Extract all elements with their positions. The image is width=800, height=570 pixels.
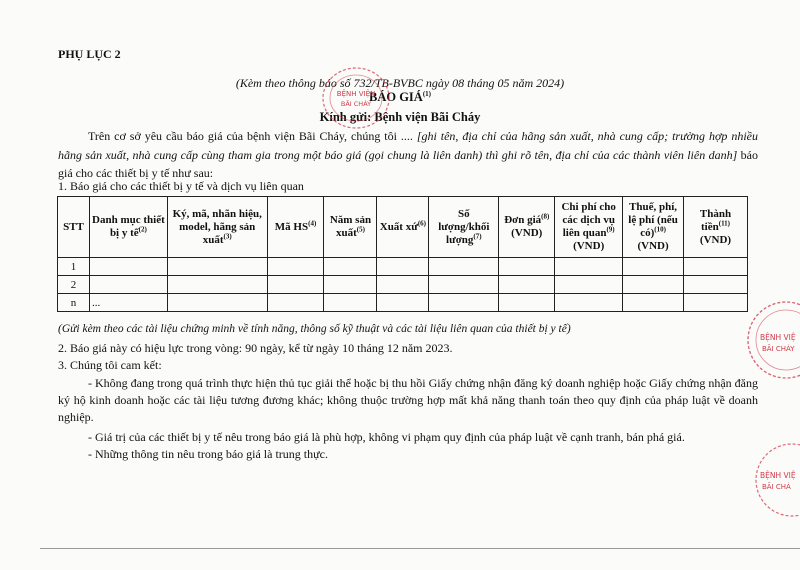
commitment-item: - Những thông tin nêu trong báo giá là trung thực.	[88, 447, 328, 461]
attachment-instruction: (Gửi kèm theo các tài liệu chứng minh về tính năng, thông số kỹ thuật và các tài liệu liên quan của thiết bị y tế)	[58, 323, 571, 335]
commitment-item: - Không đang trong quá trình thực hiện thủ tục giải thể hoặc bị thu hồi Giấy chứng nhận đăng ký doanh nghiệp hoặc Giấy chứng nhận đăng ký hộ kinh doanh hoặc các tài liệu tương đương khác; không thuộc trường hợp mất khả năng thanh toán theo quy định của pháp luật về doanh nghiệp.	[58, 376, 758, 424]
col-header-stt: STT	[58, 197, 90, 258]
intro-tail: báo giá cho các thiết bị y tế như sau:	[58, 147, 759, 180]
title-text: BÁO GIÁ	[369, 90, 423, 104]
table-row	[58, 258, 748, 276]
col-header-item: Danh mục thiết bị y tế$^{(2)}$	[89, 197, 167, 258]
cell-item	[89, 276, 167, 294]
intro-paragraph	[58, 127, 758, 183]
commitment-title: 3. Chúng tôi cam kết:	[58, 358, 162, 372]
table-row	[58, 294, 748, 312]
col-header-tax: Thuế, phí, lệ phí (nếu có)$^{(10)}$ (VND)	[623, 197, 684, 258]
cell-stt: 1	[58, 258, 90, 276]
table-header-row	[58, 197, 748, 258]
quotation-table	[57, 196, 748, 312]
margin-stamp	[738, 296, 800, 386]
col-header-year: Năm sản xuất$^{(5)}$	[324, 197, 377, 258]
cell-item	[89, 258, 167, 276]
col-header-service-cost: Chi phí cho các dịch vụ liên quan$^{(9)}$ (VND)	[555, 197, 623, 258]
commitment-item: - Giá trị của các thiết bị y tế nêu trong báo giá là phù hợp, không vi phạm quy định của pháp luật về cạnh tranh, bán phá giá.	[88, 430, 685, 444]
margin-stamp-bottom	[742, 438, 800, 518]
col-header-total: Thành tiền$^{(11)}$ (VND)	[684, 197, 748, 258]
stamp-line-2: BÃI CHÁY	[340, 100, 372, 108]
intro-italic: [ghi tên, địa chỉ của hãng sản xuất, nhà cung cấp; trường hợp nhiều hãng sản xuất, nhà cung cấp cùng tham gia trong một báo giá (gọi chung là liên danh) thì ghi rõ tên, địa chỉ của các thành viên liên danh]	[58, 129, 758, 162]
validity-line: 2. Báo giá này có hiệu lực trong vòng: 90 ngày, kể từ ngày 10 tháng 12 năm 2023.	[58, 341, 453, 355]
hospital-stamp	[300, 62, 410, 132]
bottom-divider	[40, 548, 800, 549]
title-footnote: (1)	[422, 89, 431, 98]
cell-stt: 2	[58, 276, 90, 294]
stamp-line-1: BỆNH VIỆ	[760, 471, 796, 480]
col-header-unit-price: Đơn giá$^{(8)}$ (VND)	[499, 197, 555, 258]
stamp-line-2: BÃI CHÁ	[762, 483, 791, 491]
table-row	[58, 276, 748, 294]
col-header-model: Ký, mã, nhãn hiệu, model, hãng sản xuất$^{(3)}$	[167, 197, 267, 258]
appendix-label: PHỤ LỤC 2	[58, 47, 121, 61]
stamp-line-2: BÃI CHÁY	[762, 345, 795, 353]
stamp-line-1: BỆNH VIỆ	[760, 333, 796, 342]
section1-title: 1. Báo giá cho các thiết bị y tế và dịch vụ liên quan	[58, 179, 304, 193]
cell-item: ...	[89, 294, 167, 312]
recipient-line: Kính gửi: Bệnh viện Bãi Cháy	[319, 110, 481, 124]
intro-lead: Trên cơ sở yêu cầu báo giá của bệnh viện Bãi Cháy, chúng tôi ....	[88, 129, 417, 143]
stamp-line-1: BỆNH VIỆN	[336, 90, 376, 98]
col-header-hs-code: Mã HS$^{(4)}$	[267, 197, 324, 258]
attachment-note: (Kèm theo thông báo số 732/TB-BVBC ngày 08 tháng 05 năm 2024)	[235, 76, 565, 90]
col-header-origin: Xuất xứ$^{(6)}$	[377, 197, 429, 258]
cell-stt: n	[58, 294, 90, 312]
col-header-quantity: Số lượng/khối lượng$^{(7)}$	[429, 197, 499, 258]
